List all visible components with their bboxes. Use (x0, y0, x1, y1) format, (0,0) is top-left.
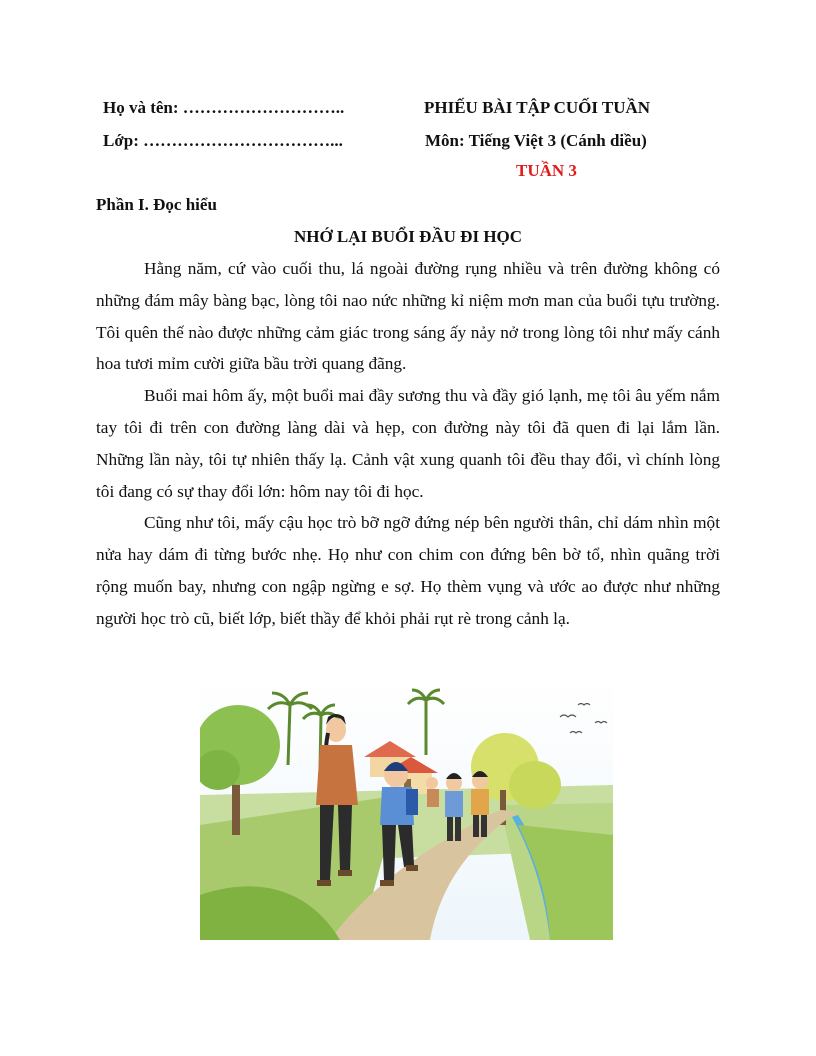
story-illustration (200, 675, 613, 940)
subject-label: Môn: Tiếng Việt 3 (Cánh diều) (425, 131, 647, 150)
story-paragraph: Cũng như tôi, mấy cậu học trò bỡ ngỡ đứng nép bên người thân, chỉ dám nhìn một nửa hay dám đi từng bước nhẹ. Họ như con chim con đứng bên bờ tổ, nhìn quãng trời rộng muốn bay, nhưng con ngập ngừng e sợ. Họ thèm vụng và ước ao được như những người học trò cũ, biết lớp, biết thầy để khỏi phải rụt rè trong cảnh lạ. (96, 513, 720, 628)
story-title: NHỚ LẠI BUỔI ĐẦU ĐI HỌC (293, 227, 523, 246)
sheet-title: PHIẾU BÀI TẬP CUỐI TUẦN (424, 98, 651, 117)
class-field-label: Lớp: ……………………………... (103, 131, 343, 150)
story-paragraph: Buổi mai hôm ấy, một buổi mai đầy sương thu và đầy gió lạnh, mẹ tôi âu yếm nắm tay tôi đi trên con đường làng dài và hẹp, con đường này tôi đã quen đi lại lắm lần. Những lần này, tôi tự nhiên thấy lạ. Cảnh vật xung quanh tôi đều thay đổi, vì chính lòng tôi đang có sự thay đổi lớn: hôm nay tôi đi học. (96, 386, 720, 501)
story-body (96, 253, 720, 635)
section-heading: Phần I. Đọc hiểu (96, 195, 217, 214)
week-label: TUẦN 3 (516, 161, 577, 180)
name-field-label: Họ và tên: ……………………….. (103, 98, 345, 117)
story-paragraph: Hằng năm, cứ vào cuối thu, lá ngoài đường rụng nhiều và trên đường không có những đám mây bàng bạc, lòng tôi nao nức những kỉ niệm mơn man của buổi tựu trường. Tôi quên thế nào được những cảm giác trong sáng ấy nảy nở trong lòng tôi như mấy cánh hoa tươi mỉm cười giữa bầu trời quang đãng. (96, 259, 720, 374)
